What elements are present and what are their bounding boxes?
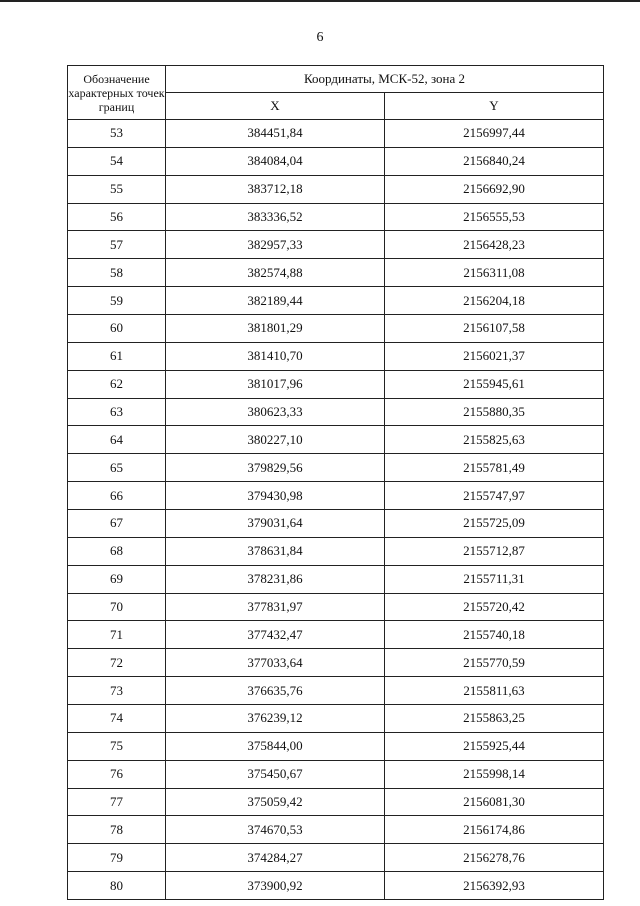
cell-y: 2156278,76 bbox=[385, 844, 604, 872]
cell-point: 65 bbox=[68, 454, 166, 482]
cell-y: 2155825,63 bbox=[385, 426, 604, 454]
table-row bbox=[68, 760, 604, 788]
table-row bbox=[68, 565, 604, 593]
header-y: Y bbox=[385, 93, 604, 120]
table-row bbox=[68, 120, 604, 148]
header-point-label: Обозначение характерных точек границ bbox=[68, 66, 166, 120]
table-row bbox=[68, 705, 604, 733]
table-row bbox=[68, 259, 604, 287]
cell-point: 56 bbox=[68, 203, 166, 231]
table-row bbox=[68, 398, 604, 426]
table-row bbox=[68, 732, 604, 760]
cell-x: 378231,86 bbox=[166, 565, 385, 593]
cell-x: 380623,33 bbox=[166, 398, 385, 426]
table-row bbox=[68, 621, 604, 649]
cell-x: 379430,98 bbox=[166, 482, 385, 510]
cell-x: 374284,27 bbox=[166, 844, 385, 872]
table-row bbox=[68, 231, 604, 259]
cell-y: 2155725,09 bbox=[385, 510, 604, 538]
table-row bbox=[68, 426, 604, 454]
cell-y: 2156107,58 bbox=[385, 315, 604, 343]
header-x: X bbox=[166, 93, 385, 120]
cell-point: 74 bbox=[68, 705, 166, 733]
cell-y: 2155712,87 bbox=[385, 537, 604, 565]
cell-point: 80 bbox=[68, 872, 166, 900]
cell-y: 2155998,14 bbox=[385, 760, 604, 788]
cell-y: 2155880,35 bbox=[385, 398, 604, 426]
cell-point: 57 bbox=[68, 231, 166, 259]
cell-x: 378631,84 bbox=[166, 537, 385, 565]
cell-point: 66 bbox=[68, 482, 166, 510]
table-row bbox=[68, 482, 604, 510]
table-row bbox=[68, 649, 604, 677]
cell-point: 67 bbox=[68, 510, 166, 538]
cell-point: 64 bbox=[68, 426, 166, 454]
table-row bbox=[68, 537, 604, 565]
table-row bbox=[68, 677, 604, 705]
cell-y: 2155770,59 bbox=[385, 649, 604, 677]
cell-x: 377432,47 bbox=[166, 621, 385, 649]
cell-y: 2156997,44 bbox=[385, 120, 604, 148]
cell-x: 381801,29 bbox=[166, 315, 385, 343]
cell-point: 70 bbox=[68, 593, 166, 621]
cell-y: 2156428,23 bbox=[385, 231, 604, 259]
cell-point: 62 bbox=[68, 370, 166, 398]
cell-x: 383336,52 bbox=[166, 203, 385, 231]
cell-point: 79 bbox=[68, 844, 166, 872]
table-row bbox=[68, 147, 604, 175]
table-row bbox=[68, 287, 604, 315]
cell-y: 2155945,61 bbox=[385, 370, 604, 398]
cell-point: 72 bbox=[68, 649, 166, 677]
cell-point: 54 bbox=[68, 147, 166, 175]
cell-y: 2156311,08 bbox=[385, 259, 604, 287]
table-row bbox=[68, 593, 604, 621]
cell-point: 76 bbox=[68, 760, 166, 788]
cell-point: 73 bbox=[68, 677, 166, 705]
cell-x: 381017,96 bbox=[166, 370, 385, 398]
cell-y: 2155811,63 bbox=[385, 677, 604, 705]
cell-point: 71 bbox=[68, 621, 166, 649]
cell-y: 2155720,42 bbox=[385, 593, 604, 621]
cell-y: 2156204,18 bbox=[385, 287, 604, 315]
page-number: 6 bbox=[316, 30, 324, 45]
cell-x: 374670,53 bbox=[166, 816, 385, 844]
table-header bbox=[68, 66, 604, 120]
cell-y: 2156392,93 bbox=[385, 872, 604, 900]
cell-point: 68 bbox=[68, 537, 166, 565]
cell-point: 53 bbox=[68, 120, 166, 148]
table-row bbox=[68, 315, 604, 343]
cell-x: 379031,64 bbox=[166, 510, 385, 538]
cell-y: 2155781,49 bbox=[385, 454, 604, 482]
table-row bbox=[68, 175, 604, 203]
cell-point: 69 bbox=[68, 565, 166, 593]
cell-point: 77 bbox=[68, 788, 166, 816]
coordinates-table bbox=[67, 65, 604, 900]
cell-x: 384084,04 bbox=[166, 147, 385, 175]
cell-y: 2156840,24 bbox=[385, 147, 604, 175]
table-row bbox=[68, 788, 604, 816]
cell-x: 377033,64 bbox=[166, 649, 385, 677]
cell-x: 377831,97 bbox=[166, 593, 385, 621]
cell-point: 78 bbox=[68, 816, 166, 844]
cell-y: 2155863,25 bbox=[385, 705, 604, 733]
cell-y: 2155711,31 bbox=[385, 565, 604, 593]
cell-x: 375059,42 bbox=[166, 788, 385, 816]
cell-x: 383712,18 bbox=[166, 175, 385, 203]
cell-y: 2156081,30 bbox=[385, 788, 604, 816]
page-top-border bbox=[0, 0, 640, 2]
cell-x: 376239,12 bbox=[166, 705, 385, 733]
cell-x: 382574,88 bbox=[166, 259, 385, 287]
cell-point: 75 bbox=[68, 732, 166, 760]
cell-x: 379829,56 bbox=[166, 454, 385, 482]
cell-x: 373900,92 bbox=[166, 872, 385, 900]
cell-x: 382189,44 bbox=[166, 287, 385, 315]
cell-x: 376635,76 bbox=[166, 677, 385, 705]
cell-point: 60 bbox=[68, 315, 166, 343]
cell-x: 380227,10 bbox=[166, 426, 385, 454]
header-coordinates-group: Координаты, МСК-52, зона 2 bbox=[166, 66, 604, 93]
table-row bbox=[68, 816, 604, 844]
cell-point: 55 bbox=[68, 175, 166, 203]
table-row bbox=[68, 370, 604, 398]
table-row bbox=[68, 510, 604, 538]
table-row bbox=[68, 454, 604, 482]
table-row bbox=[68, 872, 604, 900]
cell-y: 2155747,97 bbox=[385, 482, 604, 510]
table-body bbox=[68, 120, 604, 900]
cell-point: 61 bbox=[68, 342, 166, 370]
cell-y: 2155740,18 bbox=[385, 621, 604, 649]
cell-point: 58 bbox=[68, 259, 166, 287]
cell-x: 381410,70 bbox=[166, 342, 385, 370]
cell-x: 382957,33 bbox=[166, 231, 385, 259]
cell-y: 2156692,90 bbox=[385, 175, 604, 203]
cell-x: 384451,84 bbox=[166, 120, 385, 148]
cell-y: 2156555,53 bbox=[385, 203, 604, 231]
cell-point: 63 bbox=[68, 398, 166, 426]
table-row bbox=[68, 203, 604, 231]
table-row bbox=[68, 342, 604, 370]
cell-point: 59 bbox=[68, 287, 166, 315]
cell-x: 375844,00 bbox=[166, 732, 385, 760]
table-row bbox=[68, 844, 604, 872]
cell-y: 2156021,37 bbox=[385, 342, 604, 370]
cell-y: 2155925,44 bbox=[385, 732, 604, 760]
cell-x: 375450,67 bbox=[166, 760, 385, 788]
cell-y: 2156174,86 bbox=[385, 816, 604, 844]
